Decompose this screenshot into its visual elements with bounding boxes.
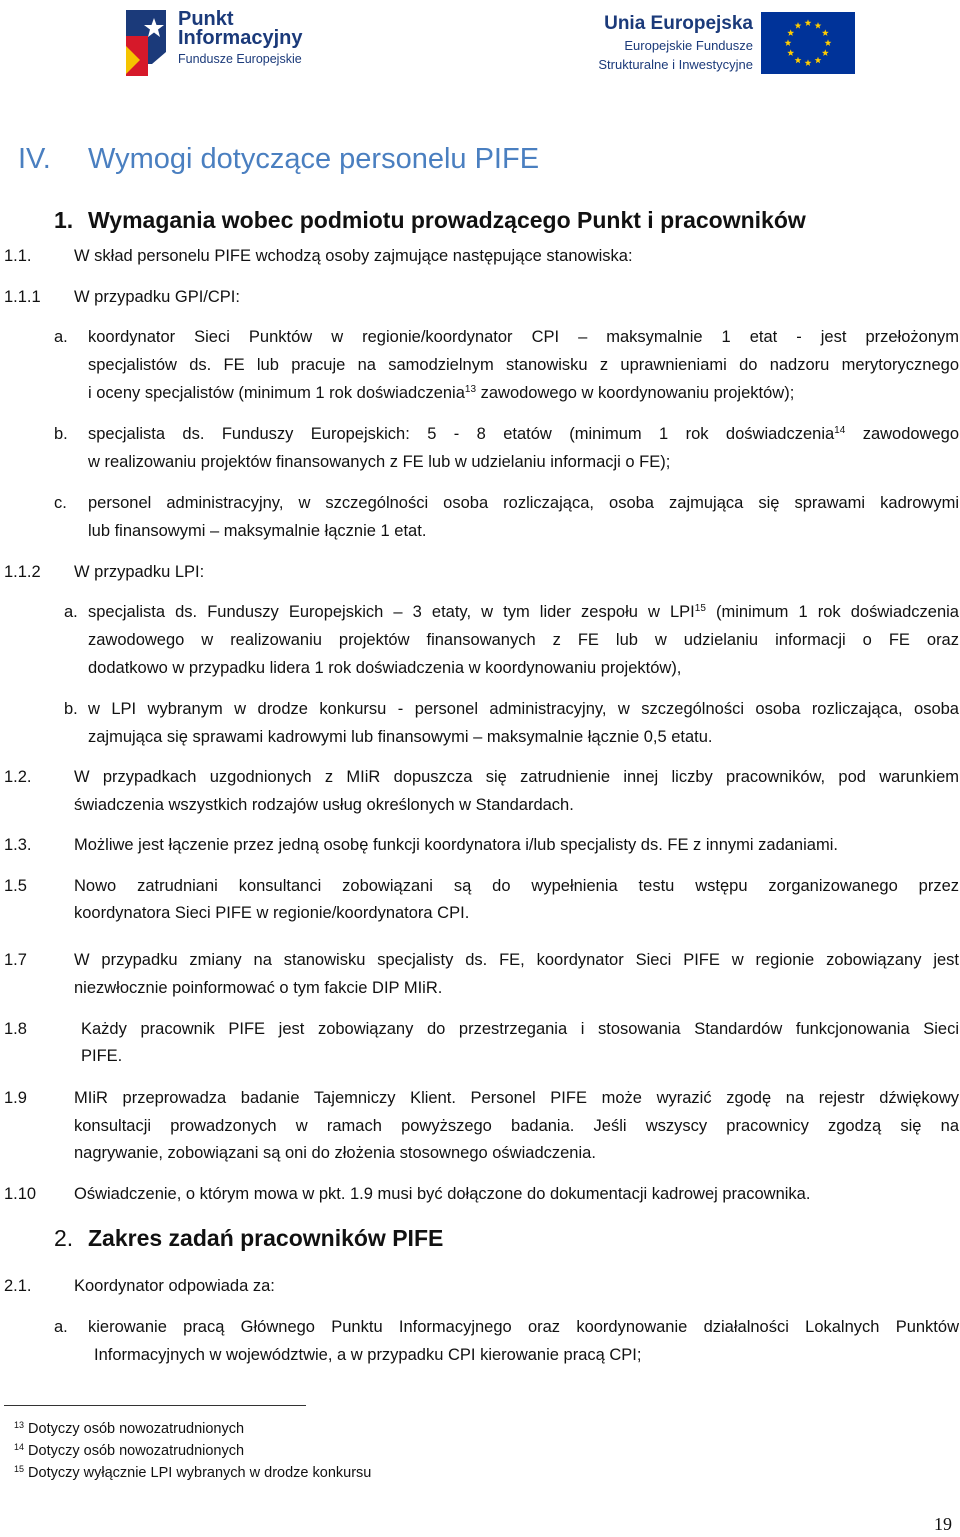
- para-1-3-number: 1.3.: [4, 836, 32, 854]
- footnote-text: Dotyczy wyłącznie LPI wybranych w drodze konkursu: [28, 1465, 372, 1481]
- list-marker: a.: [64, 603, 78, 621]
- footnote-13: [14, 1418, 244, 1440]
- list-item-a1-line2: specjalistów ds. FE lub pracuje na samodzielnym stanowisku z uprawnieniami do nadzoru merytorycznego: [88, 356, 959, 374]
- list-item-a1-line3b: zawodowego w koordynowaniu projektów);: [476, 384, 795, 402]
- footnote-15: [14, 1462, 371, 1484]
- eu-line-1: Unia Europejska: [604, 13, 753, 34]
- list-item-b2-line2: zajmująca się sprawami kadrowymi lub finansowymi – maksymalnie łącznie 0,5 etatu.: [88, 728, 713, 746]
- list-marker: c.: [54, 494, 67, 512]
- section-number: IV.: [18, 143, 51, 175]
- para-1-1-1-text: W przypadku GPI/CPI:: [74, 288, 240, 306]
- footnote-ref-15: 15: [694, 603, 706, 614]
- footnote-ref-13: 13: [464, 384, 477, 395]
- list-item-a2-line1: [88, 599, 959, 626]
- footnote-ref-14: 14: [834, 425, 846, 436]
- logo-flag-icon: [122, 6, 170, 78]
- para-1-1-2-number: 1.1.2: [4, 563, 41, 581]
- page-number: 19: [934, 1514, 952, 1534]
- para-1-9-line1: MIiR przeprowadza badanie Tajemniczy Klient. Personel PIFE może wyrazić zgodę na rejestr dźwiękowy: [74, 1089, 959, 1107]
- footnote-number: 13: [14, 1420, 25, 1430]
- list-item-c1-line1: personel administracyjny, w szczególności osoba rozliczająca, osoba zajmująca się sprawami kadrowymi: [88, 494, 959, 512]
- para-1-2-line1: W przypadkach uzgodnionych z MIiR dopuszcza się zatrudnienie innej liczby pracowników, pod warunkiem: [74, 768, 959, 786]
- eu-flag-icon: [761, 12, 855, 74]
- list-item-b1-line1: [88, 421, 959, 448]
- para-1-1-1-number: 1.1.1: [4, 288, 41, 306]
- para-1-8-line1: Każdy pracownik PIFE jest zobowiązany do przestrzegania i stosowania Standardów funkcjonowania Sieci: [81, 1020, 959, 1038]
- footnote-number: 14: [14, 1442, 25, 1452]
- para-1-9-line3: nagrywanie, zobowiązani są oni do złożenia stosownego oświadczenia.: [74, 1144, 596, 1162]
- para-1-8-line2: PIFE.: [81, 1047, 123, 1065]
- para-1-7-line1: W przypadku zmiany na stanowisku specjalisty ds. FE, koordynator Sieci PIFE w regionie zobowiązany jest: [74, 951, 959, 969]
- para-1-5-line1: Nowo zatrudniani konsultanci zobowiązani są do wypełnienia testu wstępu zorganizowanego przez: [74, 877, 959, 895]
- list-item-c1-line2: lub finansowymi – maksymalnie łącznie 1 etat.: [88, 522, 427, 540]
- para-1-9-number: 1.9: [4, 1089, 27, 1107]
- heading-1-number: 1.: [54, 207, 74, 233]
- heading-2-title: Zakres zadań pracowników PIFE: [88, 1225, 444, 1251]
- para-2-1-number: 2.1.: [4, 1277, 32, 1295]
- para-2-1-text: Koordynator odpowiada za:: [74, 1277, 275, 1295]
- eu-line-2: Europejskie Fundusze: [624, 38, 753, 53]
- list-item-a3-line2: Informacyjnych w województwie, a w przypadku CPI kierowanie pracą CPI;: [94, 1346, 642, 1364]
- para-1-1-text: W skład personelu PIFE wchodzą osoby zajmujące następujące stanowiska:: [74, 247, 633, 265]
- heading-2-number: 2.: [54, 1225, 74, 1251]
- logo-unia-europejska: [585, 12, 855, 76]
- list-item-b1-line2: w realizowaniu projektów finansowanych z FE lub w udzielaniu informacji o FE);: [88, 453, 671, 471]
- eu-line-3: Strukturalne i Inwestycyjne: [598, 57, 753, 72]
- para-1-7-line2: niezwłocznie poinformować o tym fakcie DIP MIiR.: [74, 979, 443, 997]
- logo-line-2: Informacyjny: [178, 27, 303, 49]
- para-1-1-number: 1.1.: [4, 247, 32, 265]
- list-marker: b.: [64, 700, 78, 718]
- list-item-b1-line1b: zawodowego: [845, 425, 960, 443]
- para-1-2-number: 1.2.: [4, 768, 32, 786]
- list-marker: b.: [54, 425, 68, 443]
- para-1-5-number: 1.5: [4, 877, 27, 895]
- list-item-b2-line1: w LPI wybranym w drodze konkursu - personel administracyjny, w szczególności osoba rozliczająca, osoba: [88, 700, 959, 718]
- para-1-8-number: 1.8: [4, 1020, 27, 1038]
- para-1-10-number: 1.10: [4, 1185, 37, 1203]
- para-1-3-line1: Możliwe jest łączenie przez jedną osobę funkcji koordynatora i/lub specjalisty ds. FE z innymi zadaniami.: [74, 836, 838, 854]
- para-1-2-line2: świadczenia wszystkich rodzajów usług określonych w Standardach.: [74, 796, 574, 814]
- heading-1-title: Wymagania wobec podmiotu prowadzącego Punkt i pracowników: [88, 207, 806, 233]
- list-item-a1-line1: koordynator Sieci Punktów w regionie/koordynator CPI – maksymalnie 1 etat - jest przełożonym: [88, 328, 959, 346]
- list-item-a2-line1b: (minimum 1 rok doświadczenia: [705, 603, 959, 621]
- footnote-text: Dotyczy osób nowozatrudnionych: [28, 1421, 245, 1437]
- footnote-text: Dotyczy osób nowozatrudnionych: [28, 1443, 245, 1459]
- list-item-a2-line3: dodatkowo w przypadku lidera 1 rok doświadczenia w koordynowaniu projektów),: [88, 659, 682, 677]
- para-1-9-line2: konsultacji prowadzonych w ramach powyższego badania. Jeśli wszyscy pracownicy zgodzą się na: [74, 1117, 959, 1135]
- list-item-a1-line3: [88, 380, 794, 407]
- list-item-b1-line1a: specjalista ds. Funduszy Europejskich: 5 - 8 etatów (minimum 1 rok doświadczenia: [88, 425, 835, 443]
- logo-punkt-informacyjny: [122, 6, 322, 82]
- para-1-1-2-text: W przypadku LPI:: [74, 563, 205, 581]
- list-item-a3-line1: kierowanie pracą Głównego Punktu Informacyjnego oraz koordynowanie działalności Lokalnych Punktów: [88, 1318, 959, 1336]
- logo-line-1: Punkt: [178, 8, 234, 30]
- list-item-a2-line2: zawodowego w realizowaniu projektów finansowanych z FE lub w udzielaniu informacji o FE oraz: [88, 631, 959, 649]
- para-1-5-line2: koordynatora Sieci PIFE w regionie/koordynatora CPI.: [74, 904, 470, 922]
- list-item-a1-line3a: i oceny specjalistów (minimum 1 rok doświadczenia: [88, 384, 465, 402]
- logo-line-3: Fundusze Europejskie: [178, 52, 302, 66]
- list-item-a2-line1a: specjalista ds. Funduszy Europejskich – 3 etaty, w tym lider zespołu w LPI: [88, 603, 695, 621]
- footnote-separator: [4, 1405, 306, 1406]
- para-1-10-line1: Oświadczenie, o którym mowa w pkt. 1.9 musi być dołączone do dokumentacji kadrowej pracownika.: [74, 1185, 811, 1203]
- footnote-14: [14, 1440, 244, 1462]
- para-1-7-number: 1.7: [4, 951, 27, 969]
- list-marker: a.: [54, 1318, 68, 1336]
- footnote-number: 15: [14, 1464, 25, 1474]
- list-marker: a.: [54, 328, 68, 346]
- section-title: Wymogi dotyczące personelu PIFE: [88, 143, 540, 175]
